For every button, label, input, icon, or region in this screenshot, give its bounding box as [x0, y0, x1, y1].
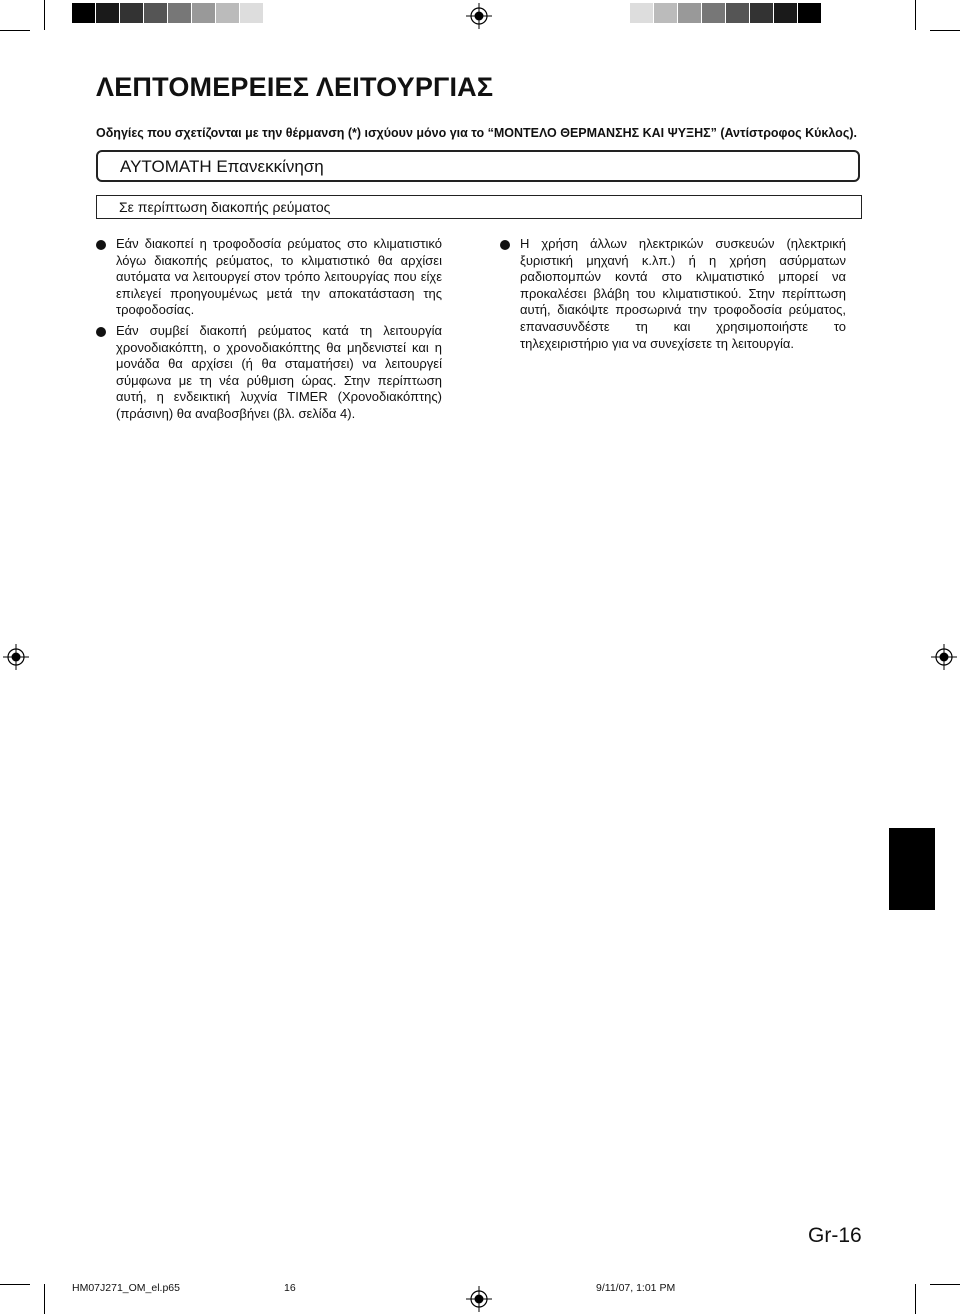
footer-timestamp: 9/11/07, 1:01 PM [596, 1282, 676, 1294]
list-item [96, 236, 442, 319]
crop-mark [915, 0, 916, 30]
subsection-title: Σε περίπτωση διακοπής ρεύματος [119, 199, 331, 215]
bullet-icon [96, 240, 106, 250]
color-bar-left [72, 3, 264, 23]
left-column [96, 236, 442, 423]
page-number: Gr-16 [808, 1224, 862, 1247]
color-swatch [120, 3, 143, 23]
color-swatch [216, 3, 239, 23]
color-swatch [240, 3, 263, 23]
registration-mark-icon [466, 3, 492, 29]
page-title: ΛΕΠΤΟΜΕΡΕΙΕΣ ΛΕΙΤΟΥΡΓΙΑΣ [96, 72, 494, 102]
list-item [500, 236, 846, 352]
color-swatch [774, 3, 797, 23]
list-item [96, 323, 442, 423]
crop-mark [930, 30, 960, 31]
section-tab-marker [889, 828, 935, 910]
color-swatch [654, 3, 677, 23]
color-swatch [630, 3, 653, 23]
subsection-header [96, 195, 862, 219]
color-swatch [72, 3, 95, 23]
section-title: ΑΥΤΟΜΑΤΗ Επανεκκίνηση [120, 157, 324, 176]
footer-page: 16 [284, 1282, 296, 1294]
registration-mark-icon [931, 644, 957, 670]
section-header [96, 150, 860, 182]
crop-mark [915, 1284, 916, 1314]
right-column [500, 236, 846, 352]
color-swatch [750, 3, 773, 23]
registration-mark-icon [466, 1286, 492, 1312]
bullet-icon [96, 327, 106, 337]
list-item-text: Εάν διακοπεί η τροφοδοσία ρεύματος στο κλιματιστικό λόγω διακοπής ρεύματος, το κλιματιστικό θα αρχίσει αυτόματα να λειτουργεί στον τρόπο λειτουργίας που είχε επιλεγεί προηγουμένως μετά την αποκατάσταση της τροφοδοσίας. [116, 236, 442, 318]
list-item-text: Εάν συμβεί διακοπή ρεύματος κατά τη λειτουργία χρονοδιακόπτη, ο χρονοδιακόπτης θα μηδενιστεί και η μονάδα θα αρχίσει (ή θα σταματήσει) να λειτουργεί σύμφωνα με τη νέα ρύθμιση ώρας. Στην περίπτωση αυτή, η ενδεικτική λυχνία TIMER (Χρονοδιακόπτης) (πράσινη) θα αναβοσβήνει (βλ. σελίδα 4). [116, 322, 442, 421]
crop-mark [44, 1284, 45, 1314]
color-swatch [144, 3, 167, 23]
crop-mark [0, 1284, 30, 1285]
color-swatch [726, 3, 749, 23]
crop-mark [930, 1284, 960, 1285]
color-swatch [168, 3, 191, 23]
bullet-icon [500, 240, 510, 250]
registration-mark-icon [3, 644, 29, 670]
color-swatch [702, 3, 725, 23]
color-swatch [678, 3, 701, 23]
color-swatch [798, 3, 821, 23]
list-item-text: Η χρήση άλλων ηλεκτρικών συσκευών (ηλεκτρική ξυριστική μηχανή κ.λπ.) ή η χρήση ασύρματων ραδιοπομπών κοντά στο κλιματιστικό μπορεί να προκαλέσει βλάβη του κλιματιστικού. Στην περίπτωση αυτή, διακόψτε προσωρινά την τροφοδοσία ρεύματος, επανασυνδέστε τη και χρησιμοποιήστε το τηλεχειριστήριο για να συνεχίσετε τη λειτουργία. [520, 236, 846, 351]
footer-filename: HM07J271_OM_el.p65 [72, 1282, 180, 1294]
color-swatch [96, 3, 119, 23]
crop-mark [44, 0, 45, 30]
heating-model-note: Οδηγίες που σχετίζονται με την θέρμανση (*) ισχύουν μόνο για το “ΜΟΝΤΕΛΟ ΘΕΡΜΑΝΣΗΣ ΚΑΙ ΨΥΞΗΣ” (Αντίστροφος Κύκλος). [96, 126, 857, 140]
color-swatch [192, 3, 215, 23]
color-bar-right [630, 3, 822, 23]
crop-mark [0, 30, 30, 31]
